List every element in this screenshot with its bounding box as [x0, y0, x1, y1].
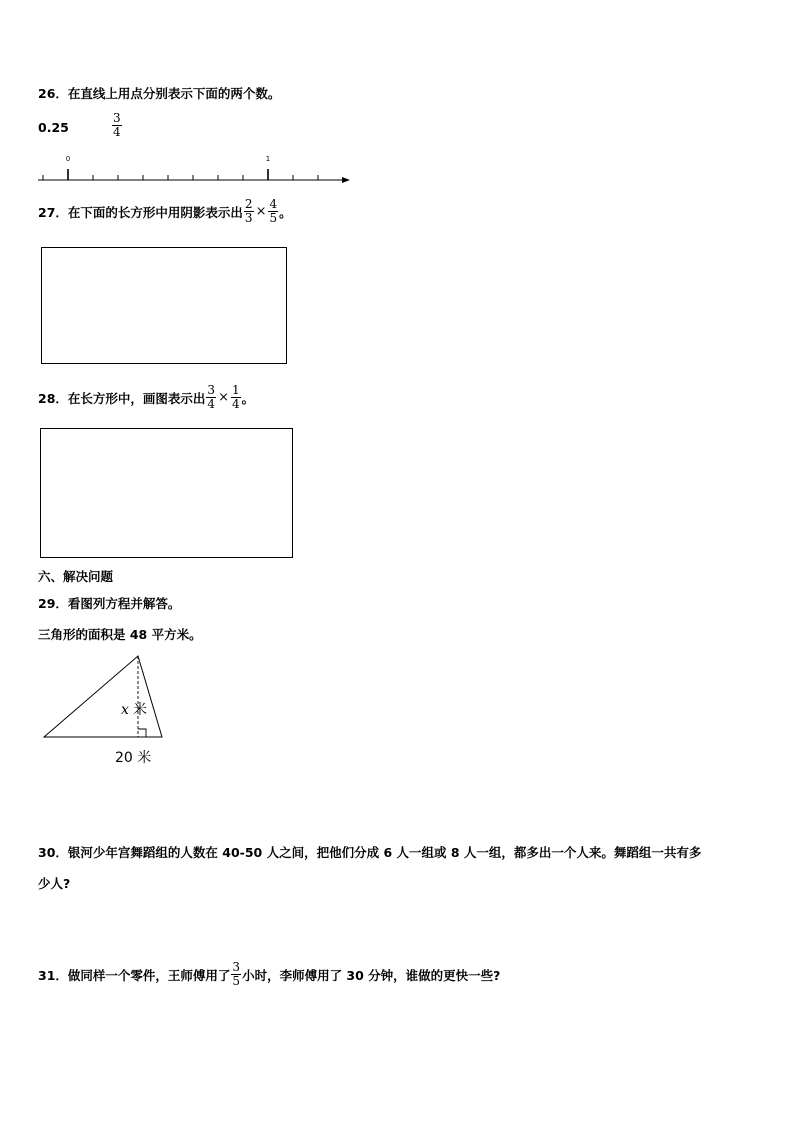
question-29: [38, 594, 180, 612]
question-number: 30．: [38, 845, 68, 860]
question-30-line1: [38, 843, 701, 861]
question-number: 28．: [38, 390, 68, 406]
fraction-denominator: 4: [207, 397, 216, 411]
fraction-b: [231, 384, 241, 411]
question-text-b: 小时，李师傅用了 30 分钟，谁做的更快一些?: [242, 967, 501, 983]
question-26: [38, 84, 280, 102]
question-number: 31．: [38, 967, 68, 983]
fraction-denominator: 3: [244, 211, 253, 225]
question-text-a: 做同样一个零件，王师傅用了: [67, 967, 231, 983]
fraction-numerator: 3: [113, 111, 121, 125]
fraction-numerator: 4: [269, 197, 278, 211]
fraction-numerator: 1: [231, 383, 240, 397]
fraction-denominator: 5: [269, 211, 278, 225]
shading-rectangle[interactable]: [41, 247, 287, 364]
question-31: [38, 961, 500, 988]
triangle: [44, 656, 162, 737]
decimal-value: 0.25: [38, 120, 69, 135]
axis-arrow: [342, 177, 350, 183]
question-number: 26．: [38, 86, 68, 101]
fraction: [231, 961, 241, 988]
end-mark: 。: [279, 204, 292, 220]
fraction-numerator: 3: [207, 383, 216, 397]
fraction-denominator: 5: [232, 974, 241, 988]
fraction-b: [268, 198, 278, 225]
fraction-denominator: 4: [231, 397, 240, 411]
question-text: 在直线上用点分别表示下面的两个数。: [67, 86, 281, 101]
question-number: 27．: [38, 204, 68, 220]
question-28: [38, 384, 254, 411]
fraction-a: [244, 198, 254, 225]
height-unit-label: 米: [133, 702, 147, 718]
times-operator: ×: [218, 390, 229, 405]
drawing-rectangle[interactable]: [40, 428, 293, 558]
fraction-a: [206, 384, 216, 411]
question-text: 银河少年宫舞蹈组的人数在 40-50 人之间，把他们分成 6 人一组或 8 人一组，都多出一个人来。舞蹈组一共有多: [67, 845, 702, 860]
tick-label-1: 1: [265, 155, 271, 163]
right-angle-mark: [138, 729, 146, 737]
fraction-denominator: 4: [113, 125, 121, 139]
end-mark: 。: [241, 390, 255, 406]
question-text: 在下面的长方形中用阴影表示出: [67, 204, 243, 220]
question-number: 29．: [38, 596, 68, 611]
question-text: 看图列方程并解答。: [67, 596, 181, 611]
section-title: 六、解决问题: [38, 569, 114, 584]
tick-label-0: 0: [65, 155, 71, 163]
question-27: [38, 198, 292, 225]
height-var-label: x: [121, 702, 129, 718]
fraction-numerator: 3: [232, 960, 241, 974]
question-text: 在长方形中，画图表示出: [67, 390, 206, 406]
fraction-numerator: 2: [244, 197, 253, 211]
triangle-figure: [36, 650, 196, 775]
times-operator: ×: [255, 204, 267, 219]
question-30-line2: 少人?: [38, 876, 71, 891]
base-label: 20 米: [115, 750, 152, 766]
fraction-value: [111, 112, 123, 139]
axis-ticks: [43, 169, 318, 180]
number-line: [30, 150, 360, 190]
question-29-subtext: 三角形的面积是 48 平方米。: [38, 627, 202, 642]
